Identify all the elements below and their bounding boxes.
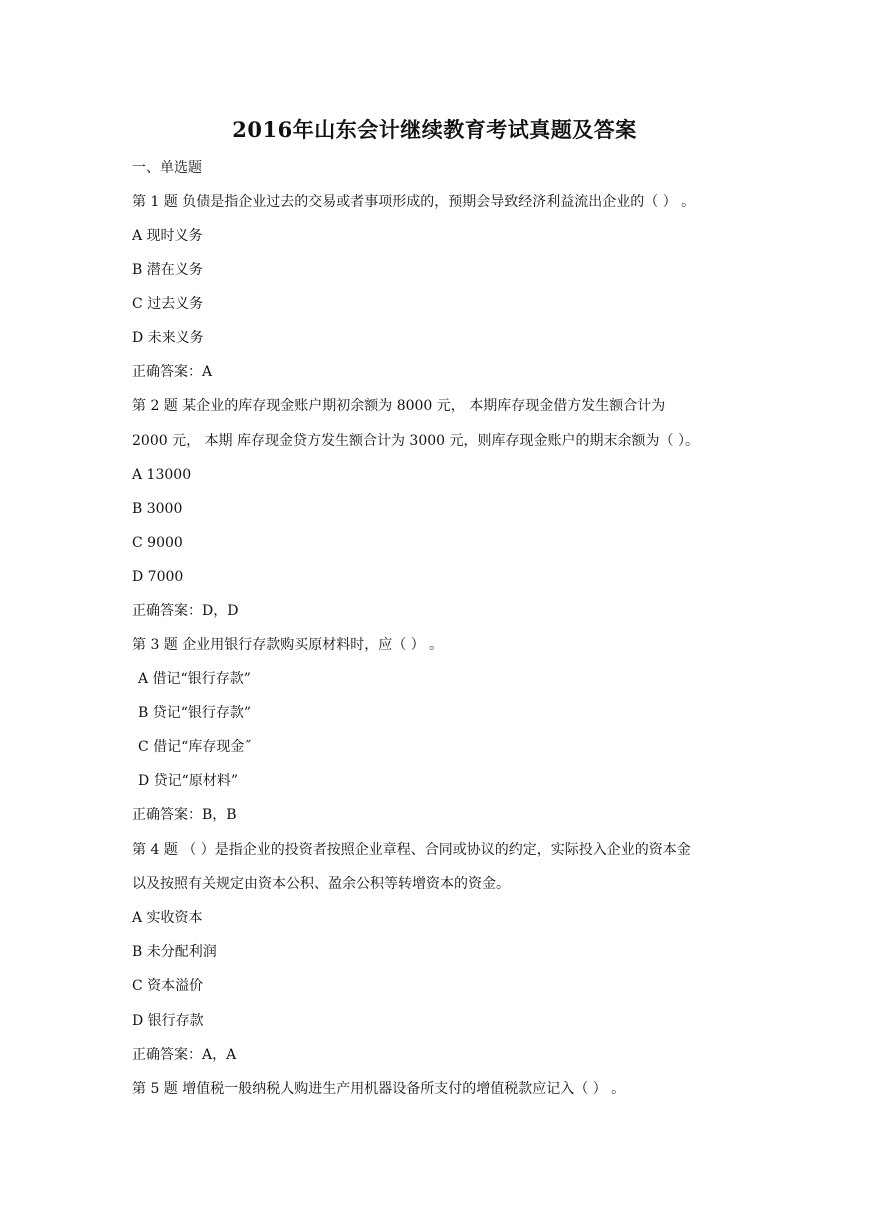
question-4-option-d: D 银行存款 [132,1013,204,1029]
document-title: 2016年山东会计继续教育考试真题及答案 [232,117,637,142]
question-3-option-b: B 贷记“银行存款” [138,705,252,721]
question-1-option-c: C 过去义务 [132,296,204,312]
question-4-option-a: A 实收资本 [132,910,203,926]
question-3-option-d: D 贷记“原材料” [138,773,238,789]
question-1-option-a: A 现时义务 [132,228,203,244]
question-1-option-b: B 潜在义务 [132,262,203,278]
question-2-option-c: C 9000 [132,535,183,551]
question-2-option-d: D 7000 [132,569,184,585]
question-3-stem: 第 3 题 企业用银行存款购买原材料时，应（ ） 。 [132,637,444,653]
question-4-stem-line-2: 以及按照有关规定由资本公积、盈余公积等转增资本的资金。 [132,876,510,892]
question-5-stem: 第 5 题 增值税一般纳税人购进生产用机器设备所支付的增值税款应记入（ ） 。 [132,1081,626,1097]
question-2-stem-line-1: 第 2 题 某企业的库存现金账户期初余额为 8000 元， 本期库存现金借方发生额合计为 [132,398,666,414]
question-2-answer: 正确答案：D，D [132,603,239,619]
question-1-option-d: D 未来义务 [132,330,204,346]
question-1-answer: 正确答案：A [132,364,213,380]
question-4-option-b: B 未分配利润 [132,944,217,960]
question-3-answer: 正确答案：B，B [132,807,237,823]
question-4-answer: 正确答案：A，A [132,1047,237,1063]
question-3-option-a: A 借记“银行存款” [138,671,251,687]
question-2-stem-line-2: 2000 元， 本期 库存现金贷方发生额合计为 3000 元，则库存现金账户的期末余额为（ ）。 [132,433,699,449]
question-4-option-c: C 资本溢价 [132,978,204,994]
question-2-option-a: A 13000 [132,467,192,483]
question-4-stem-line-1: 第 4 题 （ ）是指企业的投资者按照企业章程、合同或协议的约定，实际投入企业的资本金 [132,842,691,858]
section-heading: 一、单选题 [132,160,202,176]
question-1-stem: 第 1 题 负债是指企业过去的交易或者事项形成的，预期会导致经济利益流出企业的（ ） 。 [132,194,696,210]
question-3-option-c: C 借记“库存现金˝ [138,739,252,755]
question-2-option-b: B 3000 [132,501,183,517]
